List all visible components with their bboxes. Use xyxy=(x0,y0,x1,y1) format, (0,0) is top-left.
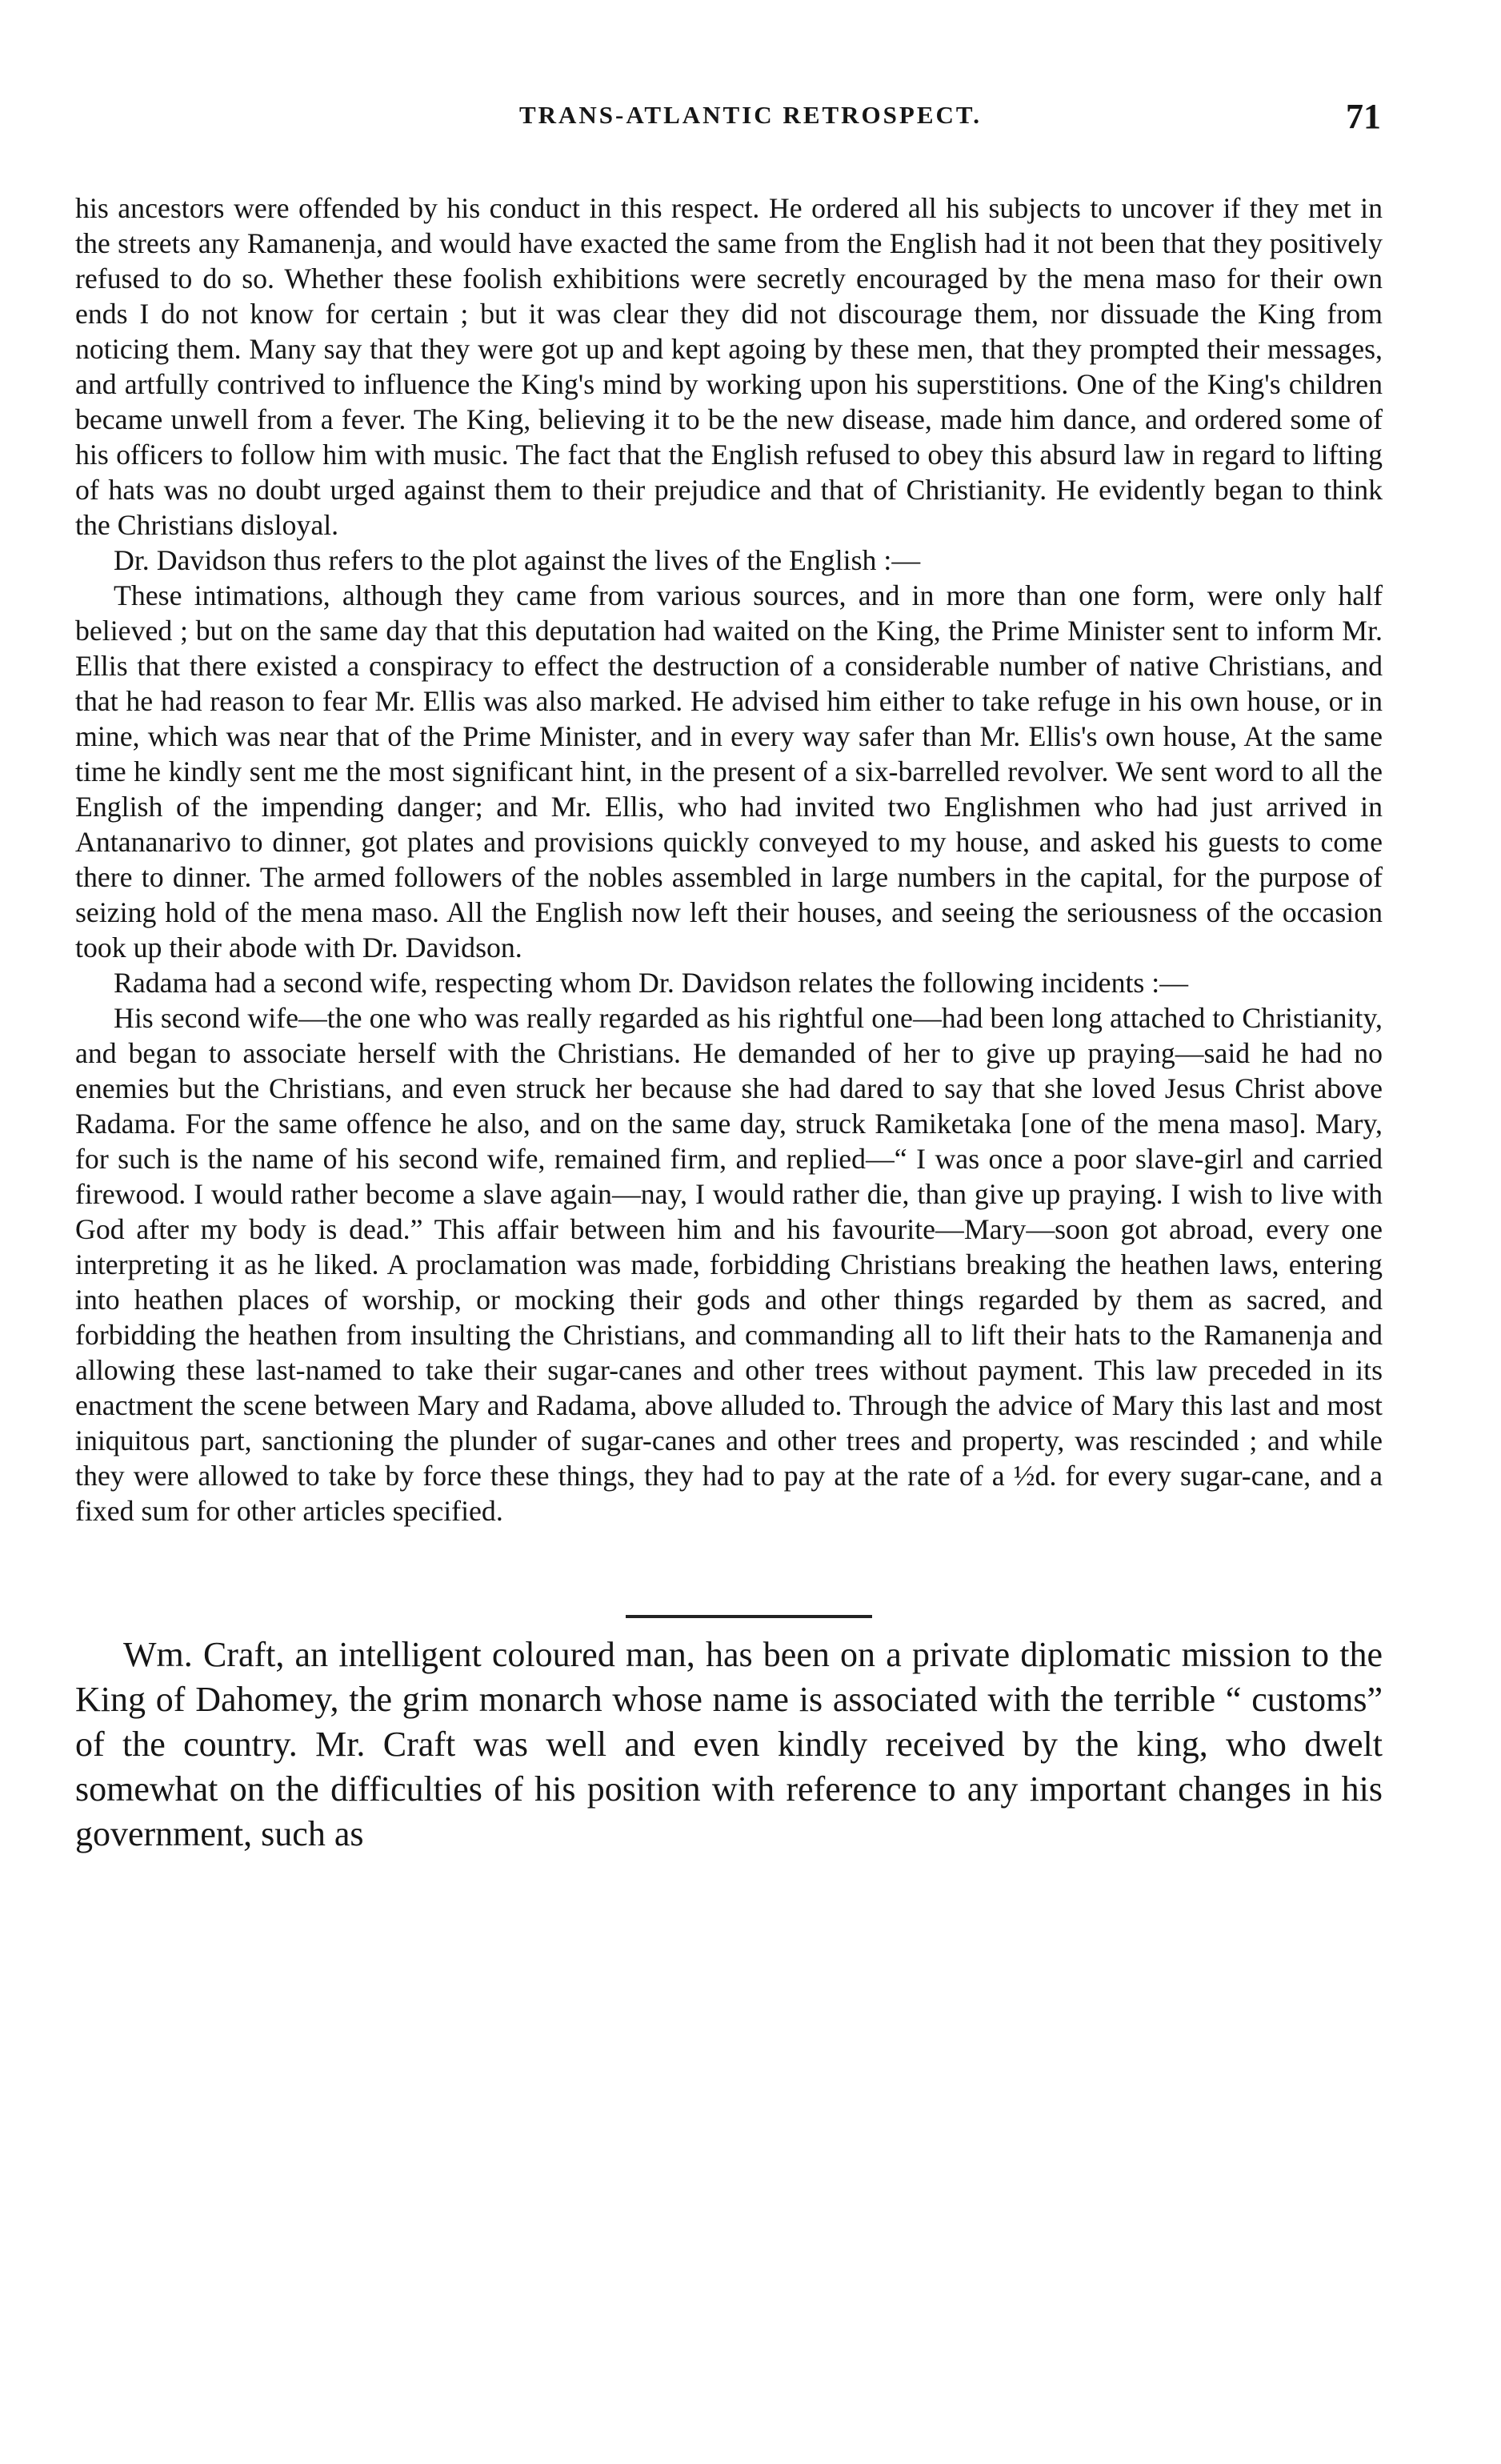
running-title: TRANS-ATLANTIC RETROSPECT. xyxy=(518,101,983,129)
section-divider xyxy=(626,1615,872,1618)
large-print-section xyxy=(75,1633,1383,1857)
page-number: 71 xyxy=(1346,97,1381,136)
paragraph-second-wife-intro: Radama had a second wife, respecting whom Dr. Davidson relates the following incidents :— xyxy=(114,967,1189,999)
page-header xyxy=(120,96,1381,152)
paragraph-continuation: his ancestors were offended by his conduct in this respect. He ordered all his subjects to uncover if they met in the streets any Ramanenja, and would have exacted the same from the English had it not been that they positively refused to do so. Whether these foolish exhibitions were secretly encouraged by the mena maso for their own ends I do not know for certain ; but it was clear they did not discourage them, nor dissuade the King from noticing them. Many say that they were got up and kept agoing by these men, that they prompted their messages, and artfully contrived to influence the King's mind by working upon his superstitions. One of the King's children became unwell from a fever. The King, believing it to be the new disease, made him dance, and ordered some of his officers to follow him with music. The fact that the English refused to obey this absurd law in regard to lifting of hats was no doubt urged against them to their prejudice and that of Christianity. He evidently began to think the Christians disloyal. xyxy=(75,192,1383,541)
small-print-section xyxy=(75,190,1383,1528)
paragraph-plot-quote: These intimations, although they came from various sources, and in more than one form, were only half believed ; but on the same day that this deputation had waited on the King, the Prime Minister sent to inform Mr. Ellis that there existed a conspiracy to effect the destruction of a considerable number of native Christians, and that he had reason to fear Mr. Ellis was also marked. He advised him either to take refuge in his own house, or in mine, which was near that of the Prime Minister, and in every way safer than Mr. Ellis's own house, At the same time he kindly sent me the most significant hint, in the present of a six-barrelled revolver. We sent word to all the English of the impending danger; and Mr. Ellis, who had invited two Englishmen who had just arrived in Antananarivo to dinner, got plates and provisions quickly conveyed to my house, and asked his guests to come there to dinner. The armed followers of the nobles assembled in large numbers in the capital, for the purpose of seizing hold of the mena maso. All the English now left their houses, and seeing the seriousness of the occasion took up their abode with Dr. Davidson. xyxy=(75,579,1383,964)
paragraph-craft-dahomey: Wm. Craft, an intelligent coloured man, has been on a private diplomatic mission to the King of Dahomey, the grim monarch whose name is associated with the terrible “ customs” of the country. Mr. Craft was well and even kindly received by the king, who dwelt somewhat on the difficulties of his position with reference to any important changes in his government, such as xyxy=(75,1635,1383,1853)
paragraph-davidson-intro: Dr. Davidson thus refers to the plot against the lives of the English :— xyxy=(114,544,921,576)
paragraph-second-wife-quote: His second wife—the one who was really regarded as his rightful one—had been long attached to Christianity, and began to associate herself with the Christians. He demanded of her to give up praying—said he had no enemies but the Christians, and even struck her because she had dared to say that she loved Jesus Christ above Radama. For the same offence he also, and on the same day, struck Ramiketaka [one of the mena maso]. Mary, for such is the name of his second wife, remained firm, and replied—“ I was once a poor slave-girl and carried firewood. I would rather become a slave again—nay, I would rather die, than give up praying. I wish to live with God after my body is dead.” This affair between him and his favourite—Mary—soon got abroad, every one interpreting it as he liked. A proclamation was made, forbidding Christians breaking the heathen laws, entering into heathen places of worship, or mocking their gods and other things regarded by them as sacred, and forbidding the heathen from insulting the Christians, and commanding all to lift their hats to the Ramanenja and allowing these last-named to take their sugar-canes and other trees without payment. This law preceded in its enactment the scene between Mary and Radama, above alluded to. Through the advice of Mary this last and most iniquitous part, sanctioning the plunder of sugar-canes and other trees and property, was rescinded ; and while they were allowed to take by force these things, they had to pay at the rate of a ½d. for every sugar-cane, and a fixed sum for other articles specified. xyxy=(75,1002,1383,1527)
